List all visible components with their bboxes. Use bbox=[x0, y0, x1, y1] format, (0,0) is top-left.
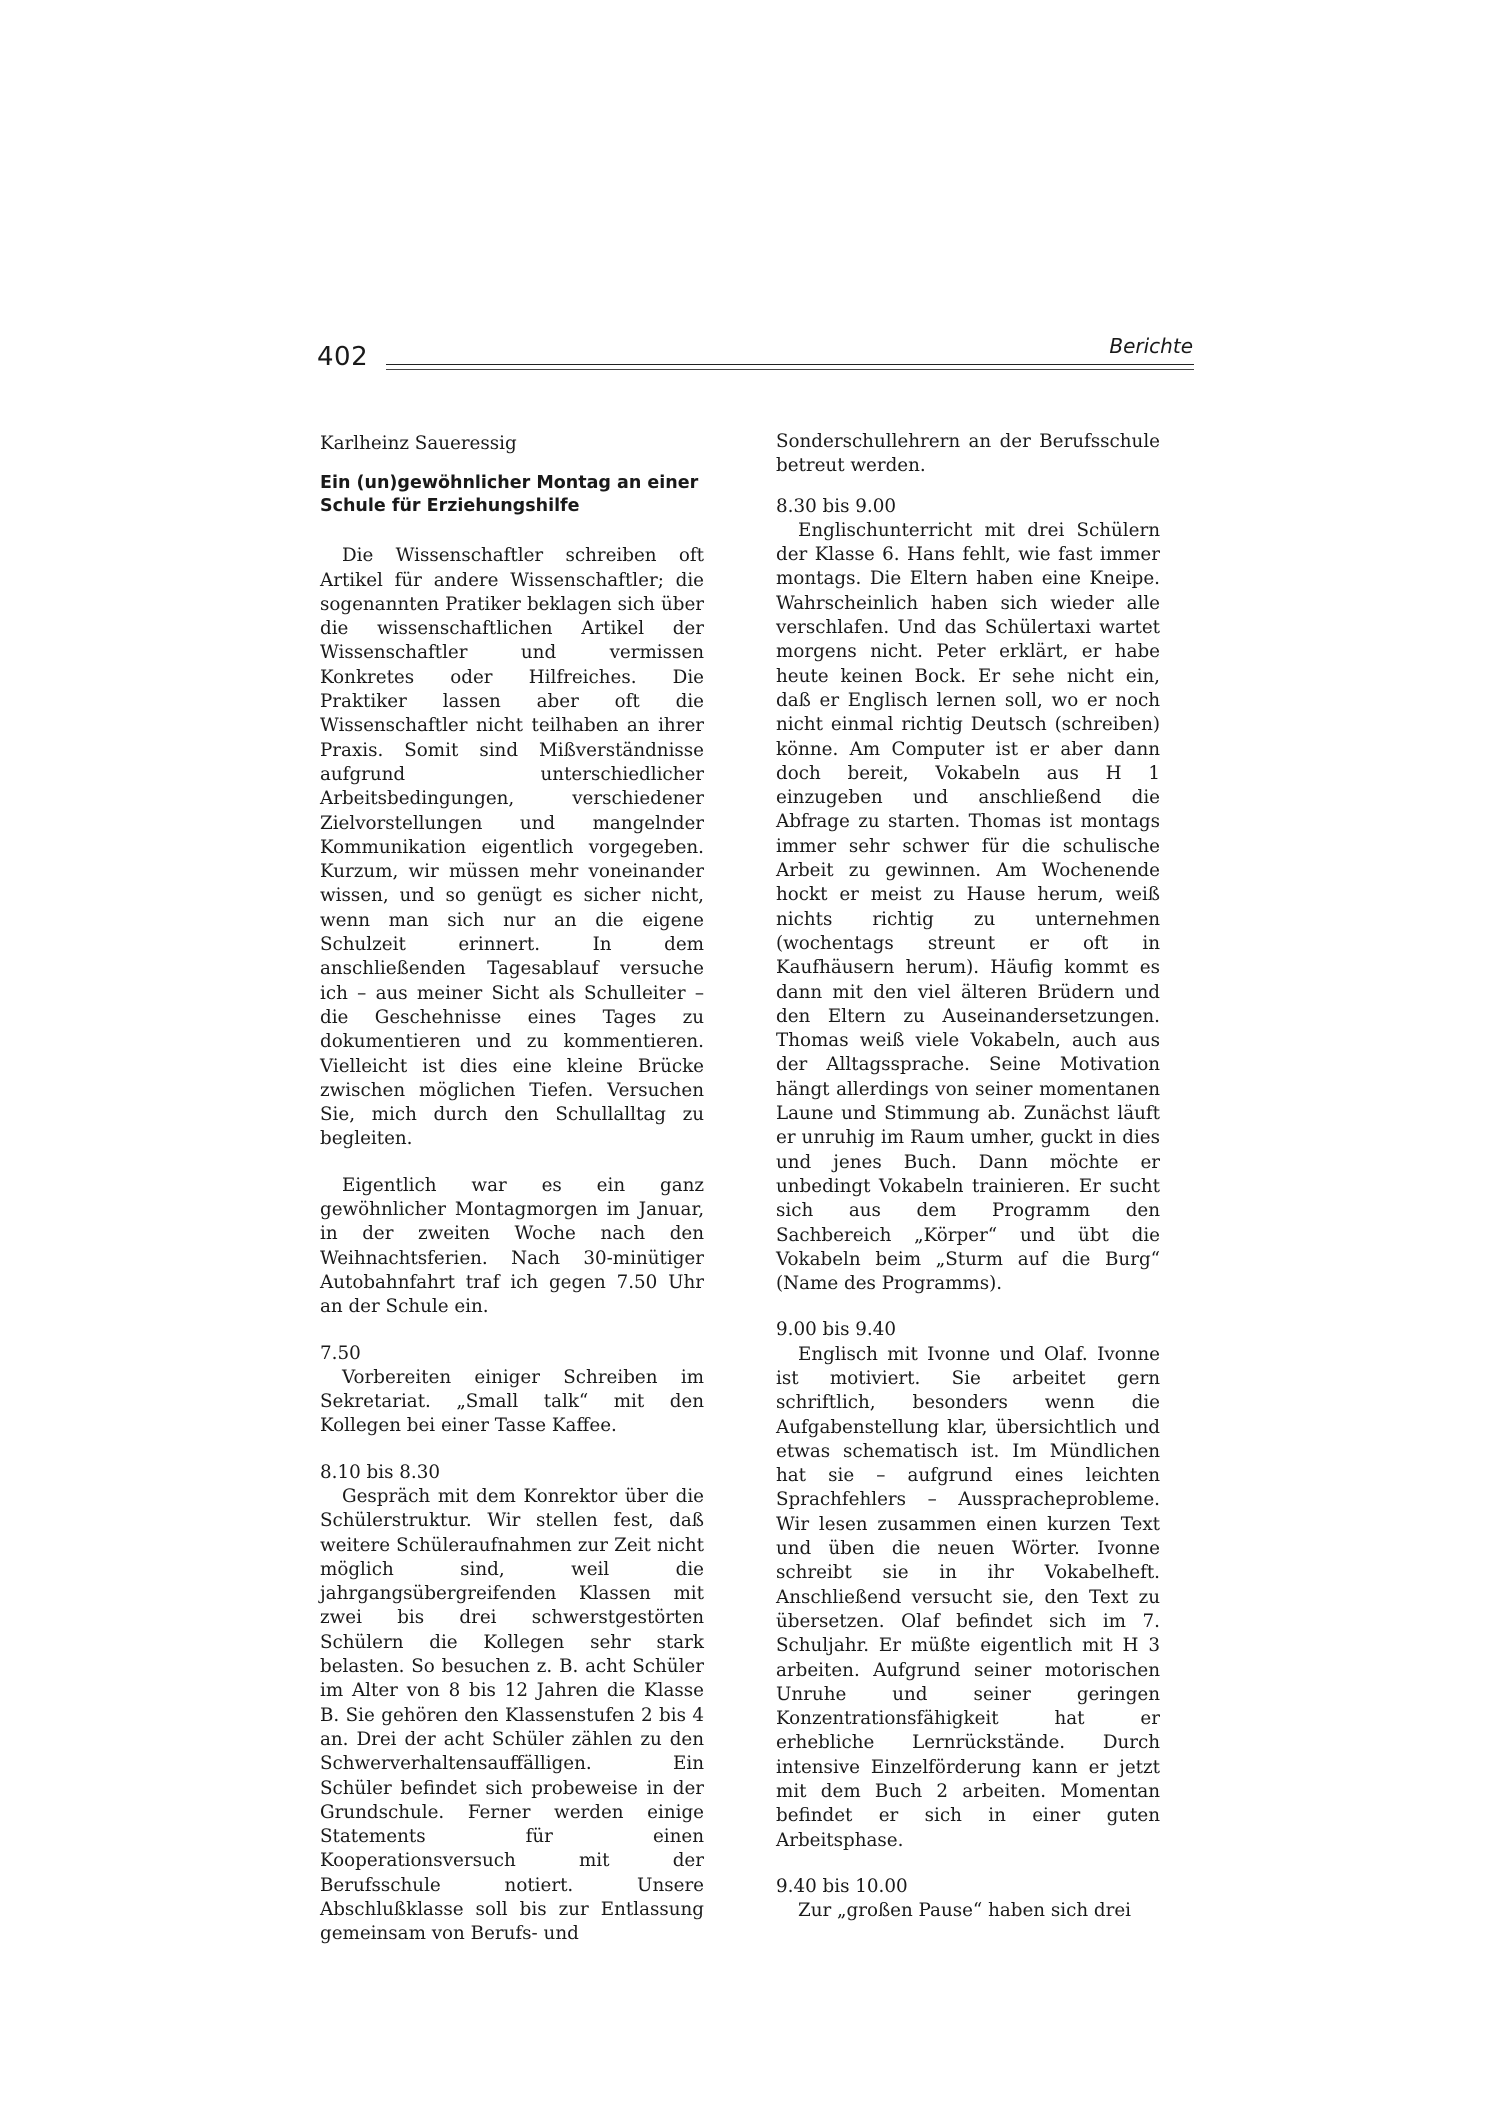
left-column bbox=[320, 430, 704, 1969]
time-heading: 9.00 bis 9.40 bbox=[776, 1319, 896, 1341]
time-paragraph: Englischunterricht mit drei Schülern der Klasse 6. Hans fehlt, wie fast immer montags. Die Eltern haben eine Kneipe. Wahrscheinlich haben sich wieder alle verschlafen. Und das Schülertaxi wartet morgens nicht. Peter erklärt, er habe heute keinen Bock. Er sehe nicht ein, daß er Englisch lernen soll, wo er noch nicht einmal richtig Deutsch (schreiben) könne. Am Computer ist er aber dann doch bereit, Vokabeln aus H 1 einzugeben und anschließend die Abfrage zu starten. Thomas ist montags immer sehr schwer für die schulische Arbeit zu gewinnen. Am Wochenende hockt er meist zu Hause herum, weiß nichts richtig zu unternehmen (wochentags streunt er oft in Kaufhäusern herum). Häufig kommt es dann mit den viel älteren Brüdern und den Eltern zu Auseinandersetzungen. Thomas weiß viele Vokabeln, auch aus der Alltagssprache. Seine Motivation hängt allerdings von seiner momentanen Laune und Stimmung ab. Zunächst läuft er unruhig im Raum umher, guckt in dies und jenes Buch. Dann möchte er unbedingt Vokabeln trainieren. Er sucht sich aus dem Programm den Sachbereich „Körper“ und übt die Vokabeln beim „Sturm auf die Burg“ (Name des Programms). bbox=[776, 519, 1160, 1295]
time-paragraph: Gespräch mit dem Konrektor über die Schülerstruktur. Wir stellen fest, daß weitere Schüleraufnahmen zur Zeit nicht möglich sind, weil die jahrgangsübergreifenden Klassen mit zwei bis drei schwerstgestörten Schülern die Kollegen sehr stark belasten. So besuchen z. B. acht Schüler im Alter von 8 bis 12 Jahren die Klasse B. Sie gehören den Klassenstufen 2 bis 4 an. Drei der acht Schüler zählen zu den Schwerverhaltensauffälligen. Ein Schüler befindet sich probeweise in der Grundschule. Ferner werden einige Statements für einen Kooperationsversuch mit der Berufsschule notiert. Unsere Abschlußklasse soll bis zur Entlassung gemeinsam von Berufs- und bbox=[320, 1485, 704, 1945]
time-paragraph: Vorbereiten einiger Schreiben im Sekretariat. „Small talk“ mit den Kollegen bei einer Tasse Kaffee. bbox=[320, 1366, 704, 1437]
continued-paragraph: Sonderschullehrern an der Berufsschule betreut werden. bbox=[776, 431, 1160, 477]
time-paragraph: Zur „großen Pause“ haben sich drei bbox=[798, 1900, 1132, 1922]
header-rule bbox=[386, 364, 1194, 365]
time-heading: 7.50 bbox=[320, 1342, 361, 1364]
article-title: Ein (un)gewöhnlicher Montag an einer Schule für Erziehungshilfe bbox=[320, 473, 699, 517]
page-number: 402 bbox=[317, 342, 369, 372]
morning-paragraph: Eigentlich war es ein ganz gewöhnlicher Montagmorgen im Januar, in der zweiten Woche nach den Weihnachtsferien. Nach 30-minütiger Autobahnfahrt traf ich gegen 7.50 Uhr an der Schule ein. bbox=[320, 1174, 704, 1318]
article-author: Karlheinz Saueressig bbox=[320, 433, 517, 454]
time-heading: 8.30 bis 9.00 bbox=[776, 495, 896, 517]
time-paragraph: Englisch mit Ivonne und Olaf. Ivonne ist motiviert. Sie arbeitet gern schriftlich, besonders wenn die Aufgabenstellung klar, übersichtlich und etwas schematisch ist. Im Mündlichen hat sie – aufgrund eines leichten Sprachfehlers – Ausspracheprobleme. Wir lesen zusammen einen kurzen Text und üben die neuen Wörter. Ivonne schreibt sie in ihr Vokabelheft. Anschließend versucht sie, den Text zu übersetzen. Olaf befindet sich im 7. Schuljahr. Er müßte eigentlich mit H 3 arbeiten. Aufgrund seiner motorischen Unruhe und seiner geringen Konzentrationsfähigkeit hat er erhebliche Lernrückstände. Durch intensive Einzelförderung kann er jetzt mit dem Buch 2 arbeiten. Momentan befindet er sich in einer guten Arbeitsphase. bbox=[776, 1343, 1160, 1851]
right-column bbox=[776, 430, 1160, 1946]
time-heading: 8.10 bis 8.30 bbox=[320, 1461, 440, 1483]
time-heading: 9.40 bis 10.00 bbox=[776, 1875, 908, 1897]
header-rule-secondary bbox=[386, 369, 1194, 370]
intro-paragraph: Die Wissenschaftler schreiben oft Artikel für andere Wissenschaftler; die sogenannten Pratiker beklagen sich über die wissenschaftlichen Artikel der Wissenschaftler und vermissen Konkretes oder Hilfreiches. Die Praktiker lassen aber oft die Wissenschaftler nicht teilhaben an ihrer Praxis. Somit sind Mißverständnisse aufgrund unterschiedlicher Arbeitsbedingungen, verschiedener Zielvorstellungen und mangelnder Kommunikation eigentlich vorgegeben. Kurzum, wir müssen mehr voneinander wissen, und so genügt es sicher nicht, wenn man sich nur an die eigene Schulzeit erinnert. In dem anschließenden Tagesablauf versuche ich – aus meiner Sicht als Schulleiter – die Geschehnisse eines Tages zu dokumentieren und zu kommentieren. Vielleicht ist dies eine kleine Brücke zwischen möglichen Tiefen. Versuchen Sie, mich durch den Schullalltag zu begleiten. bbox=[320, 545, 704, 1150]
running-head: Berichte bbox=[1109, 334, 1193, 358]
